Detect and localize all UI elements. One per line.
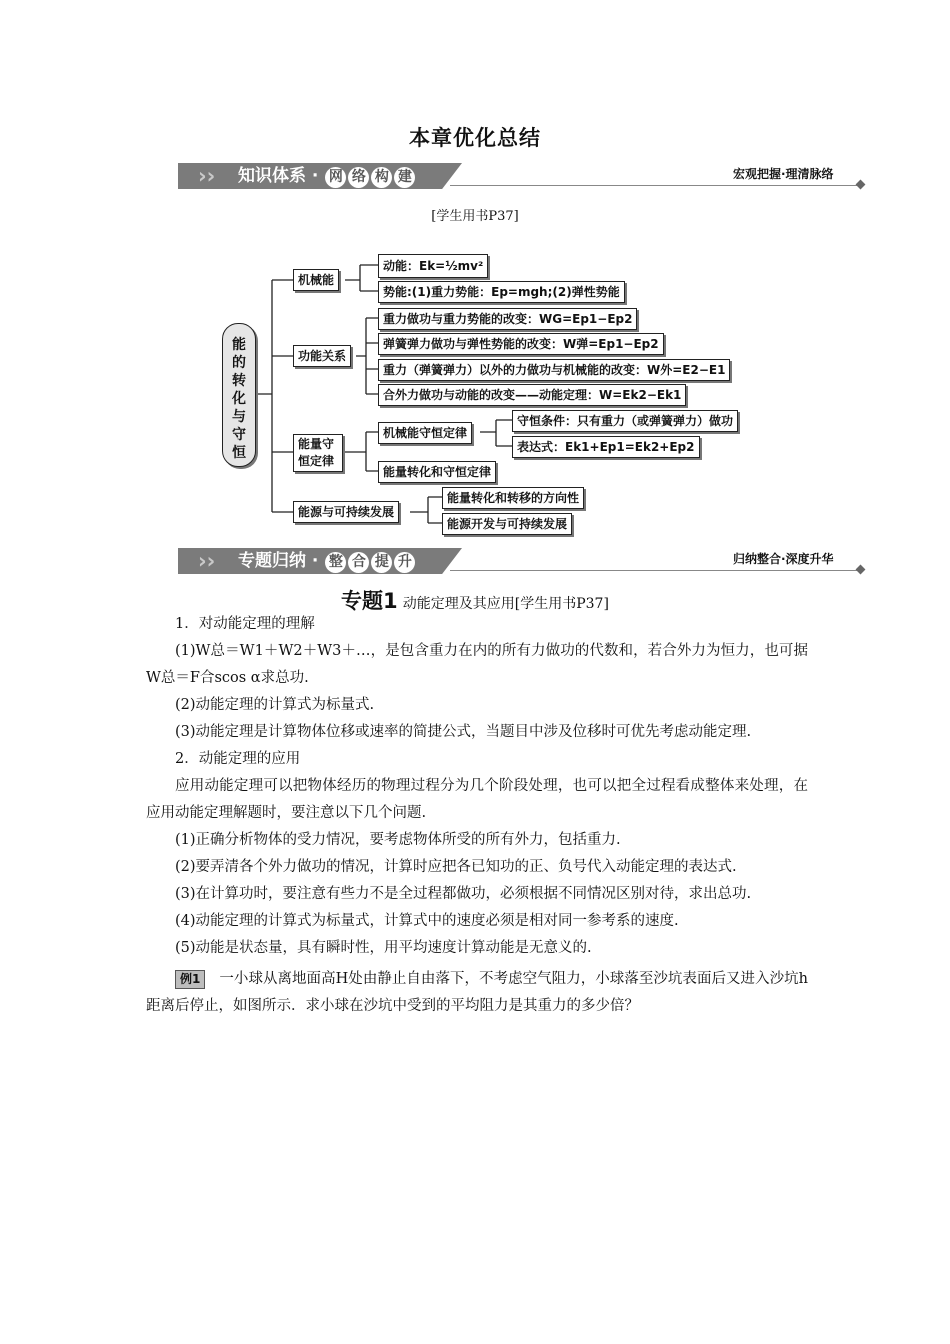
banner-rule — [450, 570, 860, 571]
node-development: 能源开发与可持续发展 — [442, 513, 572, 535]
node-net-force-work: 合外力做功与动能的改变——动能定理：W=Ek2−Ek1 — [378, 384, 686, 406]
paragraph: (4)动能定理的计算式为标量式，计算式中的速度必须是相对同一参考系的速度. — [175, 913, 679, 929]
diamond-icon — [856, 565, 866, 575]
banner-char: 络 — [348, 167, 369, 188]
node-direction: 能量转化和转移的方向性 — [442, 487, 584, 509]
paragraph: 2．动能定理的应用 — [175, 751, 301, 767]
root-node — [222, 323, 256, 467]
node-sustainable: 能源与可持续发展 — [293, 501, 399, 523]
node-conservation-expression: 表达式：Ek1+Ep1=Ek2+Ep2 — [512, 436, 700, 458]
paragraph: 应用动能定理可以把物体经历的物理过程分为几个阶段处理，也可以把全过程看成整体来处理，在应用动能定理解题时，要注意以下几个问题. — [146, 778, 808, 821]
node-mech-conservation: 机械能守恒定律 — [378, 422, 472, 444]
example-text: 一小球从离地面高H处由静止自由落下，不考虑空气阻力，小球落至沙坑表面后又进入沙坑h距离后停止，如图所示．求小球在沙坑中受到的平均阻力是其重力的多少倍？ — [146, 971, 808, 1014]
banner-subtitle: 归纳整合·深度升华 — [733, 552, 834, 566]
banner-char: 整 — [325, 552, 346, 573]
banner-dot: · — [311, 551, 319, 571]
node-energy-conservation: 能量守恒定律 — [293, 434, 343, 472]
paragraph: (3)动能定理是计算物体位移或速率的简捷公式，当题目中涉及位移时可优先考虑动能定理. — [175, 724, 752, 740]
banner-char: 构 — [371, 167, 392, 188]
paragraph: (1)W总＝W1＋W2＋W3＋…，是包含重力在内的所有力做功的代数和，若合外力为恒力，也可据W总＝F合scos α求总功. — [146, 643, 808, 686]
banner-char: 升 — [394, 552, 415, 573]
banner-subtitle: 宏观把握·理清脉络 — [733, 167, 834, 181]
node-gravity-work: 重力做功与重力势能的改变：WG=Ep1−Ep2 — [378, 308, 637, 330]
paragraph: (1)正确分析物体的受力情况，要考虑物体所受的所有外力，包括重力. — [175, 832, 621, 848]
topic-title: 动能定理及其应用[学生用书P37] — [402, 596, 609, 612]
node-other-force-work: 重力（弹簧弹力）以外的力做功与机械能的改变：W外=E2−E1 — [378, 359, 730, 381]
banner-char: 网 — [325, 167, 346, 188]
paragraph: (5)动能是状态量，具有瞬时性，用平均速度计算动能是无意义的. — [175, 940, 592, 956]
node-work-energy-relation: 功能关系 — [293, 345, 351, 367]
banner-char: 合 — [348, 552, 369, 573]
node-mechanical-energy: 机械能 — [293, 269, 339, 291]
node-spring-work: 弹簧弹力做功与弹性势能的改变：W弹=Ep1−Ep2 — [378, 333, 664, 355]
reference-note: [学生用书P37] — [431, 209, 519, 224]
node-kinetic-energy: 动能：Ek=½mv² — [378, 254, 488, 278]
node-conservation-condition: 守恒条件：只有重力（或弹簧弹力）做功 — [512, 410, 738, 432]
body-text — [146, 611, 808, 1020]
example-paragraph — [146, 966, 808, 1020]
double-chevron-icon: ›› — [198, 549, 216, 573]
banner-char: 建 — [394, 167, 415, 188]
banner-heading — [238, 550, 416, 573]
paragraph: 1．对动能定理的理解 — [175, 616, 315, 632]
node-energy-conversion-law: 能量转化和守恒定律 — [378, 461, 496, 483]
banner-dot: · — [311, 166, 319, 186]
example-label: 例1 — [175, 970, 205, 989]
page-title: 本章优化总结 — [409, 126, 541, 150]
node-potential-energy: 势能:(1)重力势能：Ep=mgh;(2)弹性势能 — [378, 281, 625, 303]
banner-heading-text: 专题归纳 — [238, 551, 306, 571]
paragraph: (2)动能定理的计算式为标量式. — [175, 697, 375, 713]
paragraph: (3)在计算功时，要注意有些力不是全过程都做功，必须根据不同情况区别对待，求出总功. — [175, 886, 752, 902]
banner-char: 提 — [371, 552, 392, 573]
banner-heading-text: 知识体系 — [238, 166, 306, 186]
paragraph: (2)要弄清各个外力做功的情况，计算时应把各已知功的正、负号代入动能定理的表达式. — [175, 859, 737, 875]
topic-number: 专题1 — [341, 589, 398, 613]
root-node-label: 能的转化与守恒 — [232, 337, 246, 461]
double-chevron-icon: ›› — [198, 164, 216, 188]
